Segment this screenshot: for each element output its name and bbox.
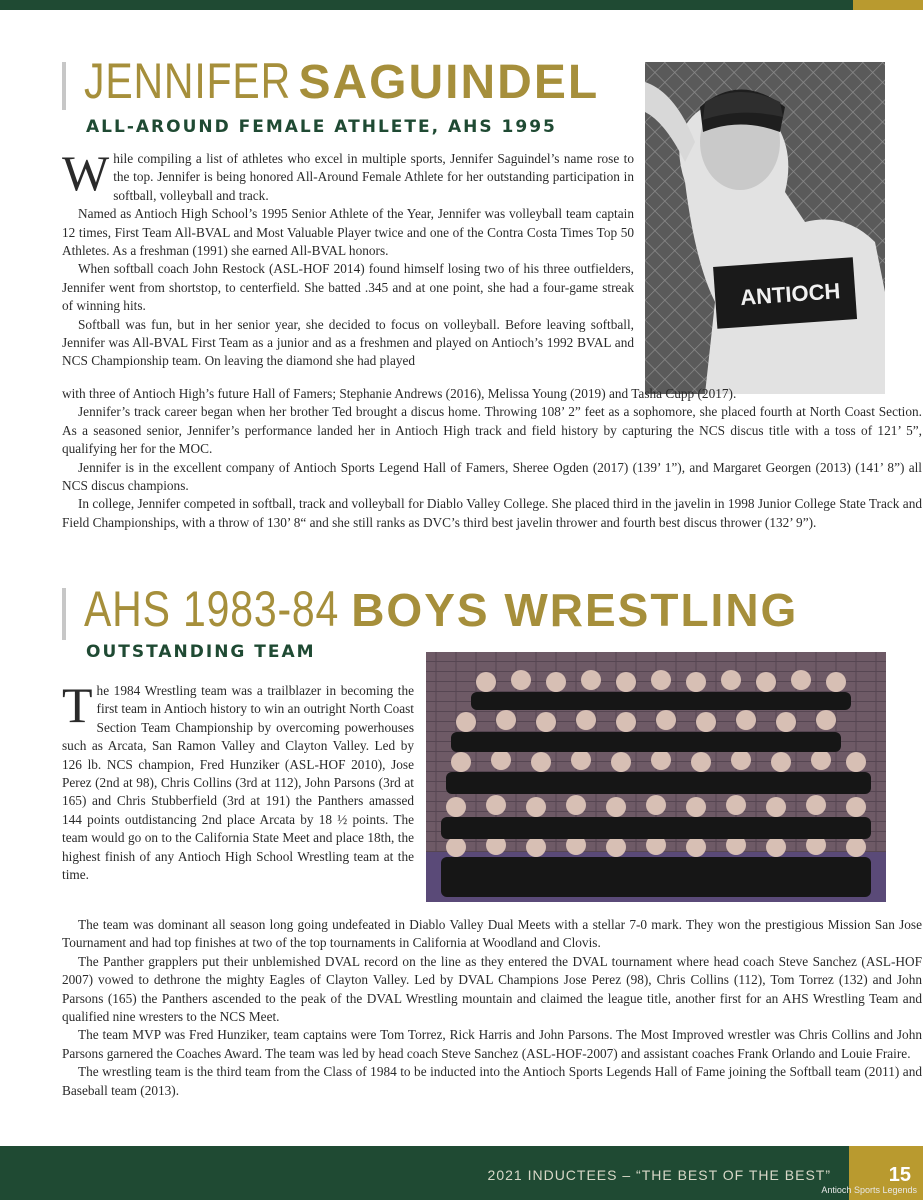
article2-subtitle: OUTSTANDING TEAM <box>86 642 316 662</box>
page-number: 15 <box>888 1164 911 1186</box>
article1-paragraph-3: When softball coach John Restock (ASL-HOF 2014) found himself losing two of his three outfielders, Jennifer went from shortstop, to centerfield. She batted .345 and at one point, she had a four-game streak of winning hits. <box>62 261 634 314</box>
article1-title-last-name: SAGUINDEL <box>298 56 600 109</box>
jersey-lettering: ANTIOCH <box>739 278 842 311</box>
headline-accent-bar-2 <box>62 588 66 640</box>
article1-paragraph-1: While compiling a list of athletes who excel in multiple sports, Jennifer Saguindel’s name rose to the top. Jennifer is being honored All-Around Female Athlete for her outstanding participation in softball, volleyball and track. <box>62 145 634 203</box>
team-photo <box>426 652 886 902</box>
article2-headline <box>84 581 799 637</box>
article2-paragraph-3: The Panther grapplers put their unblemished DVAL record on the line as they entered the DVAL tournament where head coach Steve Sanchez (ASL-HOF 2007) vowed to dethrone the mighty Eagles of Clayton Valley. Led by DVAL Champions Jose Perez (98), Chris Collins (112), Tom Torrez (132) and John Parsons (165) the Panthers ascended to the peak of the DVAL Wrestling mountain and claimed the league title, another first for an AHS Wrestling Team and qualified nine wresters to the NCS Meet. <box>62 953 922 1025</box>
article1-paragraph-2: Named as Antioch High School’s 1995 Senior Athlete of the Year, Jennifer was volleyball team captain 12 times, First Team All-BVAL and Most Valuable Player twice and one of the Contra Costa Times Top 50 Athletes. As a freshman (1991) she earned All-BVAL honors. <box>62 206 634 259</box>
watermark: Antioch Sports Legends <box>821 1185 917 1195</box>
article1-subtitle: ALL-AROUND FEMALE ATHLETE, AHS 1995 <box>86 117 557 137</box>
article2-title-year: AHS 1983-84 <box>84 581 340 637</box>
article1-dropcap: W <box>62 145 110 201</box>
article2-title-team: BOYS WRESTLING <box>351 584 799 636</box>
athlete-photo-image <box>645 62 885 394</box>
article1-body-bottom <box>62 385 922 532</box>
top-color-band <box>0 0 923 10</box>
article2-paragraph-5: The wrestling team is the third team from the Class of 1984 to be inducted into the Antioch Sports Legends Hall of Fame joining the Softball team (2011) and Baseball team (2013). <box>62 1064 922 1098</box>
article2-body-bottom <box>62 916 922 1100</box>
team-photo-image <box>426 652 886 902</box>
top-gold-accent <box>853 0 923 10</box>
article2-paragraph-4: The team MVP was Fred Hunziker, team captains were Tom Torrez, Rick Harris and John Parsons. The Most Improved wrestler was Chris Collins and John Parsons garnered the Coaches Award. The team was led by head coach Steve Sanchez (ASL-HOF-2007) and assistant coaches Frank Orlando and Louie Fraire. <box>62 1027 922 1061</box>
article1-headline <box>84 53 600 109</box>
article2-dropcap: T <box>62 677 93 733</box>
article1-title-first-name: JENNIFER <box>84 53 292 109</box>
article2-body-top <box>62 677 414 884</box>
article1-paragraph-7: In college, Jennifer competed in softball, track and volleyball for Diablo Valley College. She placed third in the javelin in 1998 Junior College State Track and Field Championships, with a throw of 130’ 8“ and she still ranks as DVC’s third best javelin thrower and fourth best discus thrower (132’ 9”). <box>62 496 922 530</box>
article1-paragraph-4: Softball was fun, but in her senior year, she decided to focus on volleyball. Before leaving softball, Jennifer was All-BVAL First Team as a junior and as a freshmen and played on Antioch’s 1992 BVAL and NCS Championship team. On leaving the diamond she had played <box>62 316 634 369</box>
article1-paragraph-6: Jennifer is in the excellent company of Antioch Sports Legend Hall of Famers, Sheree Ogden (2017) (139’ 1”), and Margaret Georgen (2013) (141’ 8”) all NCS discus champions. <box>62 459 922 494</box>
athlete-photo <box>645 62 885 394</box>
article1-body-top <box>62 145 634 371</box>
headline-accent-bar <box>62 62 66 110</box>
article2-paragraph-2: The team was dominant all season long going undefeated in Diablo Valley Dual Meets with a stellar 7-0 mark. They won the prestigious Mission San Jose Tournament and had top finishes at two of the top tournaments in California at Woodland and Clovis. <box>62 917 922 951</box>
article1-paragraph-5: Jennifer’s track career began when her brother Ted brought a discus home. Throwing 108’ 2” feet as a sophomore, she placed fourth at North Coast Section. As a seasoned senior, Jennifer’s performance landed her in Antioch High track and field history by capturing the NCS discus title with a toss of 121’ 5”, qualifying her for the MOC. <box>62 404 922 457</box>
article1-paragraph-4-continued: with three of Antioch High’s future Hall of Famers; Stephanie Andrews (2016), Melissa Young (2019) and Tasha Cupp (2017). <box>62 386 737 401</box>
footer-inductees-label: 2021 INDUCTEES – “THE BEST OF THE BEST” <box>487 1167 831 1183</box>
article2-paragraph-1: The 1984 Wrestling team was a trailblazer in becoming the first team in Antioch history to win an outright North Coast Section Team Championship by overcoming powerhouses such as Arcata, San Ramon Valley and Clayton Valley. Led by 126 lb. NCS champion, Fred Hunziker (ASL-HOF 2010), Jose Perez (2nd at 98), Chris Collins (3rd at 112), John Parsons (3rd at 165) and Chris Stubberfield (3rd at 191) the Panthers amassed 144 points outdistancing 2nd place Arcata by 18 ½ points. The team would go on to the California State Meet and place 18th, the highest finish of any Antioch High School Wrestling team at the time. <box>62 677 414 883</box>
